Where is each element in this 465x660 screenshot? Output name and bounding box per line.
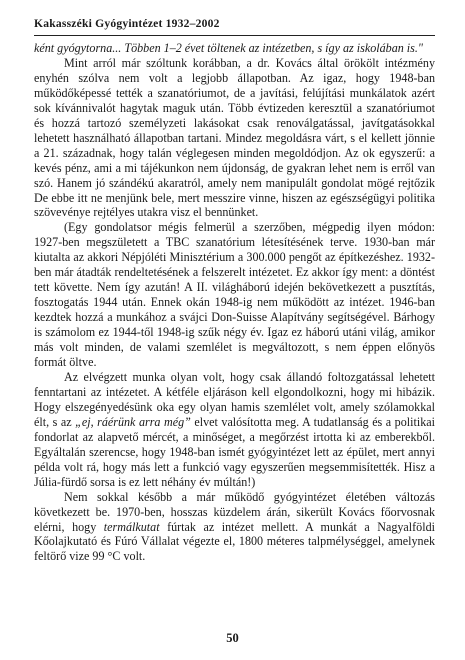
page-body: [34, 41, 435, 564]
header-rule: [34, 35, 435, 36]
paragraph-3-text-b: elvet valósította meg. A tudatlanság és a politikai fondorlat az alapvető mércét, a minőséget, a megőrzést irtotta ki az emberekből. Egyáltalán szerencse, hogy 1948-ban ismét gyógyintézet lett az épület, mert annyi példa volt rá, hogy más lett a funkció vagy egyszerűen megsemmisítették. Hisz a Júlia-fürdő sorsa is ez lett néhány év múltán!): [34, 414, 435, 489]
paragraph-1: Mint arról már szóltunk korábban, a dr. Kovács által örökölt intézmény enyhén szólva nem volt a legjobb állapotban. Az igaz, hogy 1948-ban működőképessé tették a szanatóriumot, de a javítási, felújítási munkálatok azért sok kívánnivalót hagytak maguk után. Több évtizeden keresztül a szanatóriumot és hozzá tartozó személyzeti lakásokat csak renoválgatással, javítgatásokkal lehetett használható állapotban tartani. Mindez megoldásra várt, s el kellett jönnie a 21. századnak, hogy talán véglegesen minden megoldódjon. Az ok egyszerű: a kevés pénz, ami a mi tájékunkon nem újdonság, de gyakran lehet nem is erről van szó. Hanem jó szándékú akaratról, amely nem manipulált gondolat mögé rejtőzik De ebbe itt ne menjünk bele, mert messzire vinne, hiszen az egészségügyi politika szövevénye rejtélyes utakra visz el bennünket.: [34, 55, 435, 220]
paragraph-4: [34, 490, 435, 565]
page-number: 50: [226, 631, 239, 645]
quote-continuation: ként gyógytorna... Többen 1–2 évet töltenek az intézetben, s így az iskolában is.": [34, 41, 423, 55]
paragraph-2: (Egy gondolatsor mégis felmerül a szerzőben, mégpedig ilyen módon: 1927-ben megszületett a TBC szanatórium létesítésének terve. 1930-ban már kiutalta az akkori Népjóléti Minisztérium a 300.000 pengőt az építkezéshez. 1932-ben már átadták rendeltetésének a felszerelt intézetet. Ez akkor így ment: a döntést tett követte. Nem így azután! A II. világháború idején bekövetkezett a pusztítás, fosztogatás 1944 után. Ennek okán 1948-ig nem működött az intézet. 1946-ban kezdtek hozzá a munkához a svájci Don-Suisse Alapítvány segítségével. Bárhogy is számolom ez 1944-től 1948-ig szűk négy év. Igaz ez háború utáni világ, amikor más volt minden, de valami szemlélet is megváltozott, s nem éppen előnyös formát öltve.: [34, 220, 435, 370]
paragraph-4-text-a: Nem sokkal később a már működő gyógyintézet életében változás következett be. 1970-ben, hosszas küzdelem árán, sikerült Kovács főorvosnak elérni, hogy: [34, 489, 435, 534]
paragraph-3: [34, 370, 435, 490]
paragraph-3-text-a: Az elvégzett munka olyan volt, hogy csak állandó foltozgatással lehetett fenntartani az intézetet. A kétféle eljáráson kell elgondolkozni, hogy mi hibázik. Hogy elszegényedésünk oka egy olyan hamis szemlélet volt, amely szólamokkal élt, s az: [34, 369, 435, 429]
running-header: Kakasszéki Gyógyintézet 1932–2002: [34, 17, 220, 30]
paragraph-3-italic-quote: „ej, ráérünk arra még”: [75, 414, 191, 429]
paragraph-4-italic-term: termálkutat: [103, 519, 160, 534]
paragraph-4-text-b: fúrtak az intézet mellett. A munkát a Nagyalföldi Kőolajkutató és Fúró Vállalat végezte el, 1800 méteres talpmélységgel, amelynek feltörő vize 99 °C volt.: [34, 519, 435, 564]
